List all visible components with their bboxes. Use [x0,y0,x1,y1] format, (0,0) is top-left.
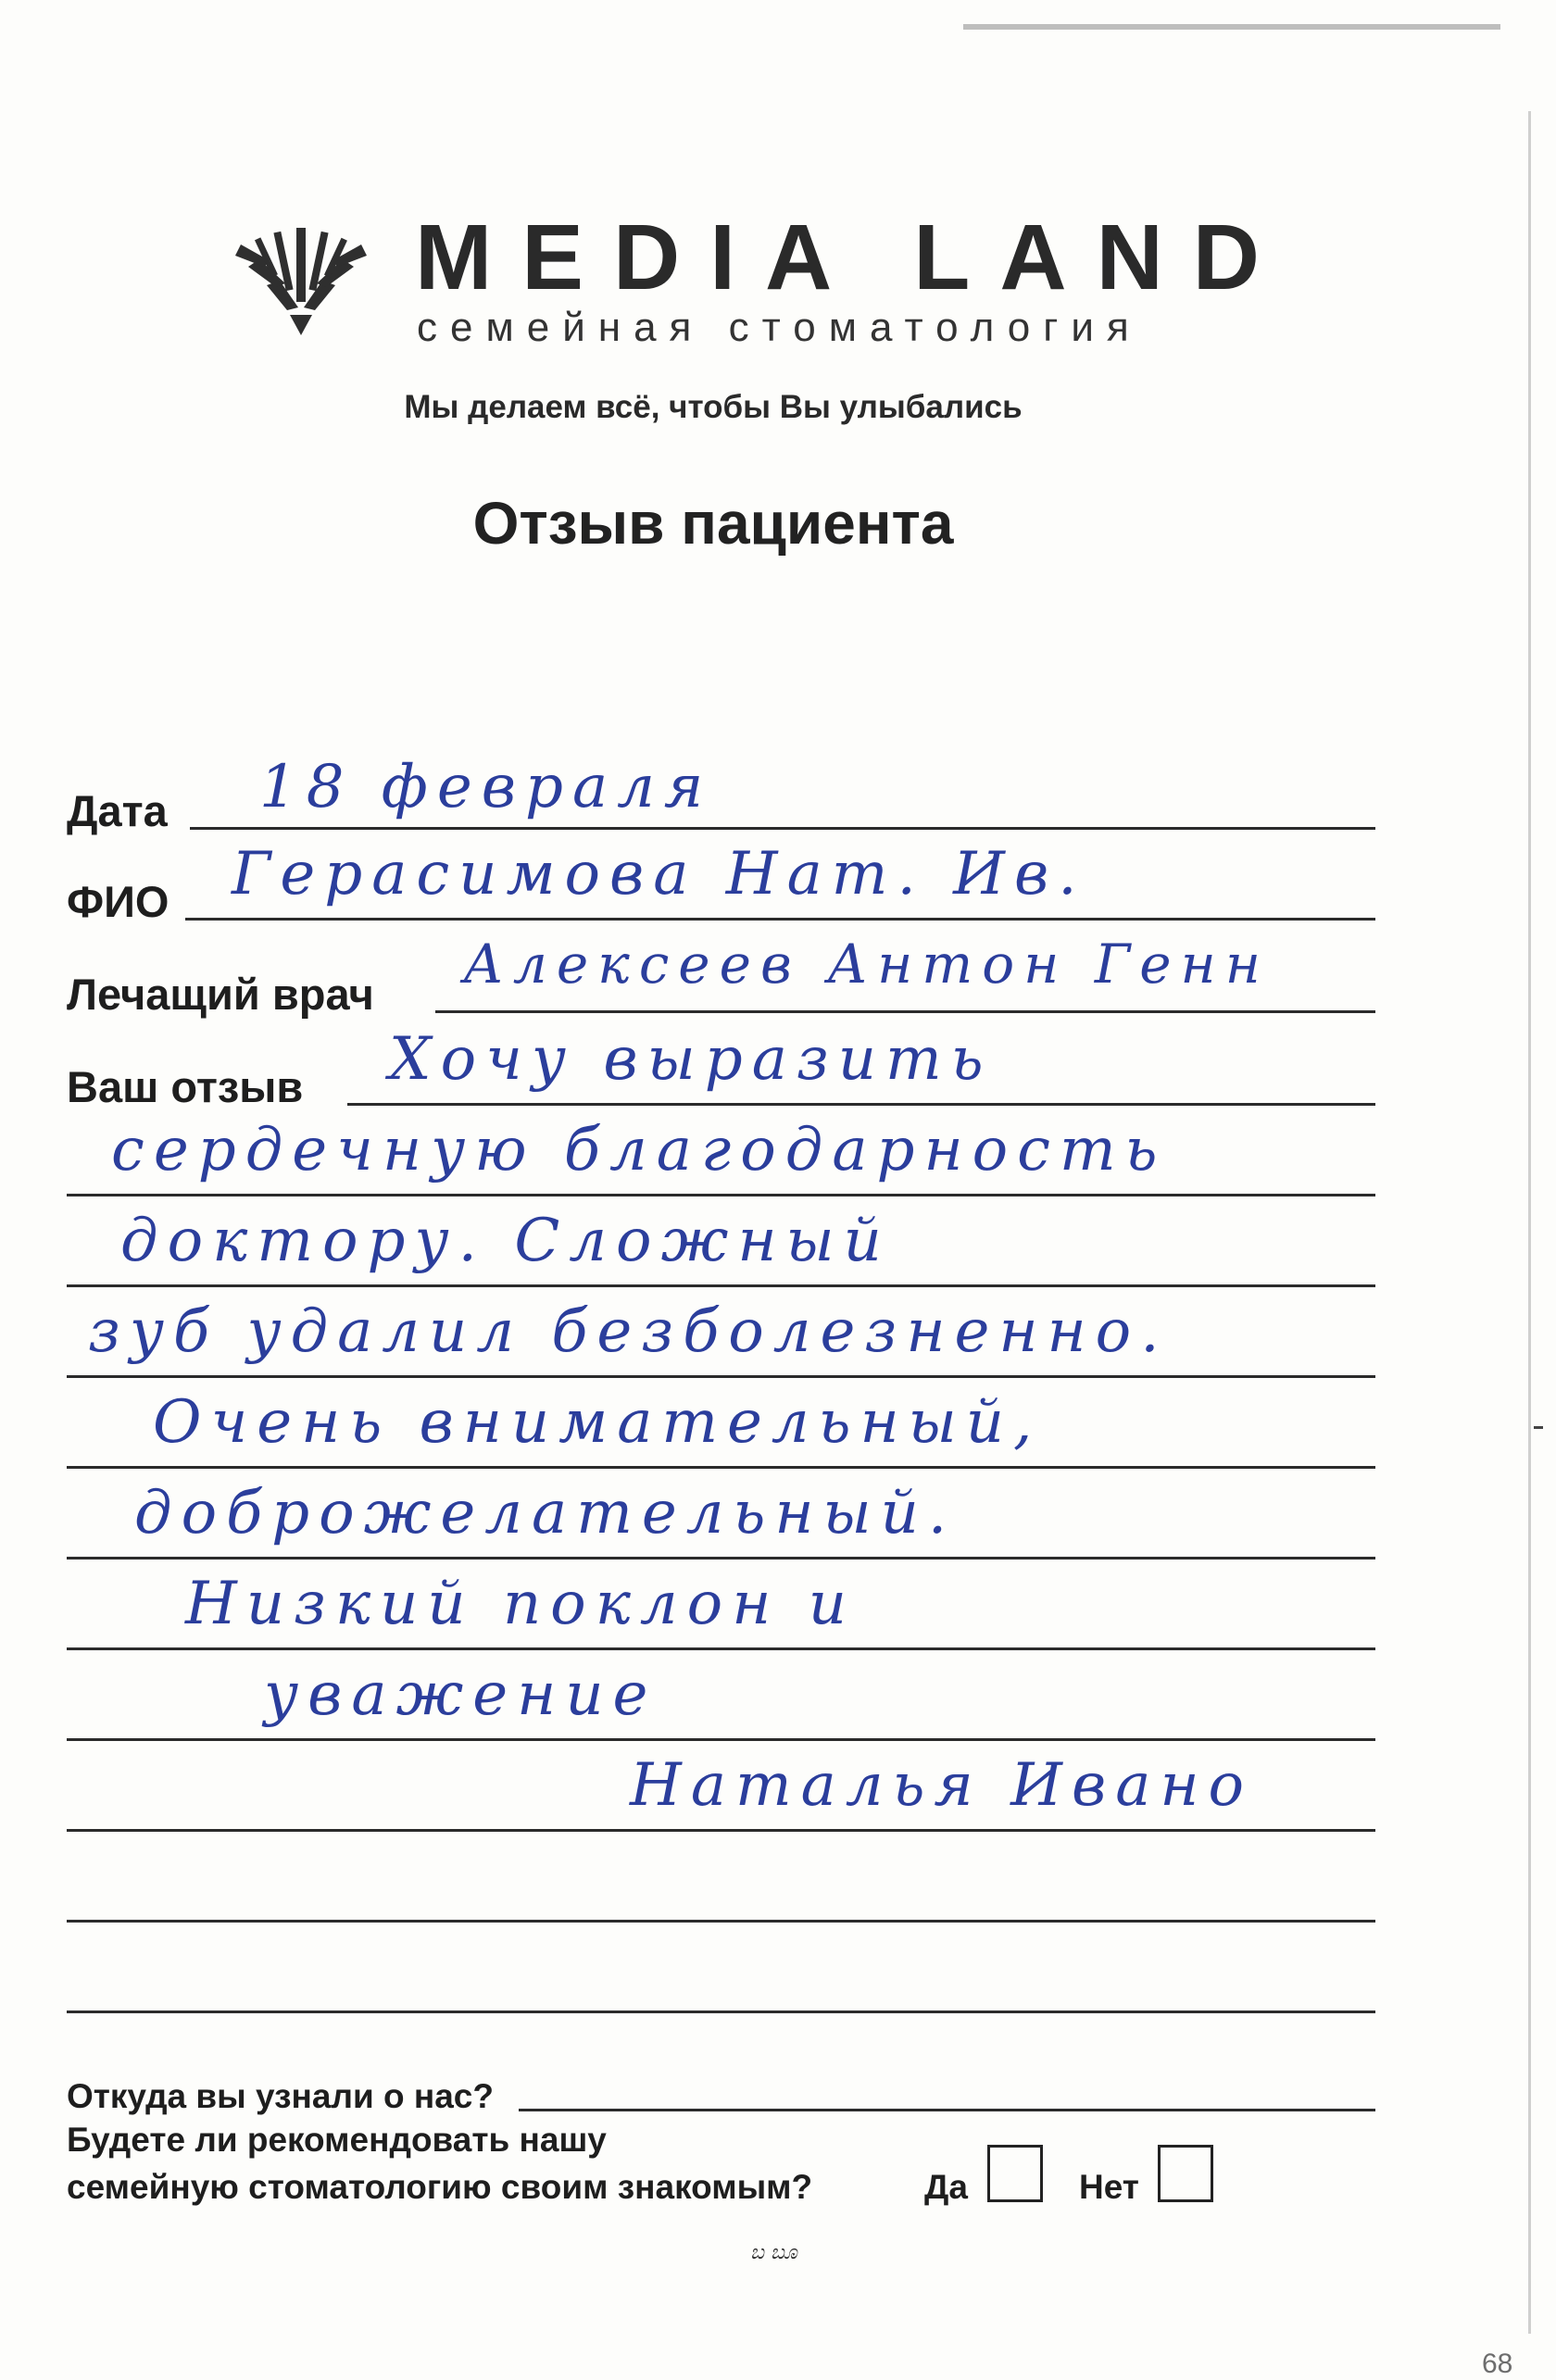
slogan: Мы делаем всё, чтобы Вы улыбались [404,389,1023,425]
review-line-10 [67,1920,1375,1923]
doctor-label: Лечащий врач [67,970,374,1019]
scan-border-top [963,24,1500,30]
yes-label: Да [924,2168,968,2206]
review-line-5 [67,1466,1375,1469]
no-checkbox[interactable] [1158,2145,1213,2202]
review-line-text[interactable]: уважение [264,1660,658,1729]
scan-mark [1534,1426,1543,1429]
fio-label: ФИО [67,877,169,926]
doctor-value[interactable]: Алексеев Антон Генн [463,933,1270,996]
review-label: Ваш отзыв [67,1062,304,1111]
date-value[interactable]: 18 февраля [259,753,713,821]
fio-line [185,918,1375,921]
source-line [519,2109,1375,2111]
recommend-question-line1: Будете ли рекомендовать нашу [67,2121,607,2159]
review-line-text[interactable]: Низкий поклон и [185,1570,856,1638]
review-line-text[interactable]: Очень внимательный, [153,1388,1042,1457]
review-line-text[interactable]: Хочу выразить [389,1025,993,1094]
review-line-text[interactable]: доброжелательный. [134,1479,957,1547]
review-line-4 [67,1375,1375,1378]
scan-border-right [1528,111,1531,2334]
brand-name: MEDIA LAND [415,206,1290,309]
review-line-text[interactable]: сердечную благодарность [111,1116,1167,1184]
review-line-9 [67,1829,1375,1832]
review-line-text[interactable]: зуб удалил безболезненно. [88,1297,1169,1366]
review-line-2 [67,1194,1375,1196]
no-label: Нет [1079,2168,1139,2206]
corner-mark: 68 [1482,2349,1513,2379]
review-line-1 [347,1103,1375,1106]
fan-logo-icon [232,222,370,343]
yes-checkbox[interactable] [987,2145,1043,2202]
stray-scribble: ಬ ಬೂ [750,2241,797,2264]
recommend-question-line2: семейную стоматологию своим знакомым? [67,2168,813,2206]
page-title: Отзыв пациента [472,490,954,557]
review-line-8 [67,1738,1375,1741]
review-line-11 [67,2010,1375,2013]
date-label: Дата [67,786,168,835]
review-line-6 [67,1557,1375,1560]
brand-subtitle: семейная стоматология [417,305,1142,350]
review-line-text[interactable]: доктору. Сложный [120,1207,891,1275]
source-question: Откуда вы узнали о нас? [67,2077,494,2115]
date-line [190,827,1375,830]
review-line-7 [67,1647,1375,1650]
review-line-3 [67,1284,1375,1287]
doctor-line [435,1010,1375,1013]
signature[interactable]: Наталья Ивано [630,1751,1254,1820]
fio-value[interactable]: Герасимова Нат. Ив. [232,840,1086,908]
